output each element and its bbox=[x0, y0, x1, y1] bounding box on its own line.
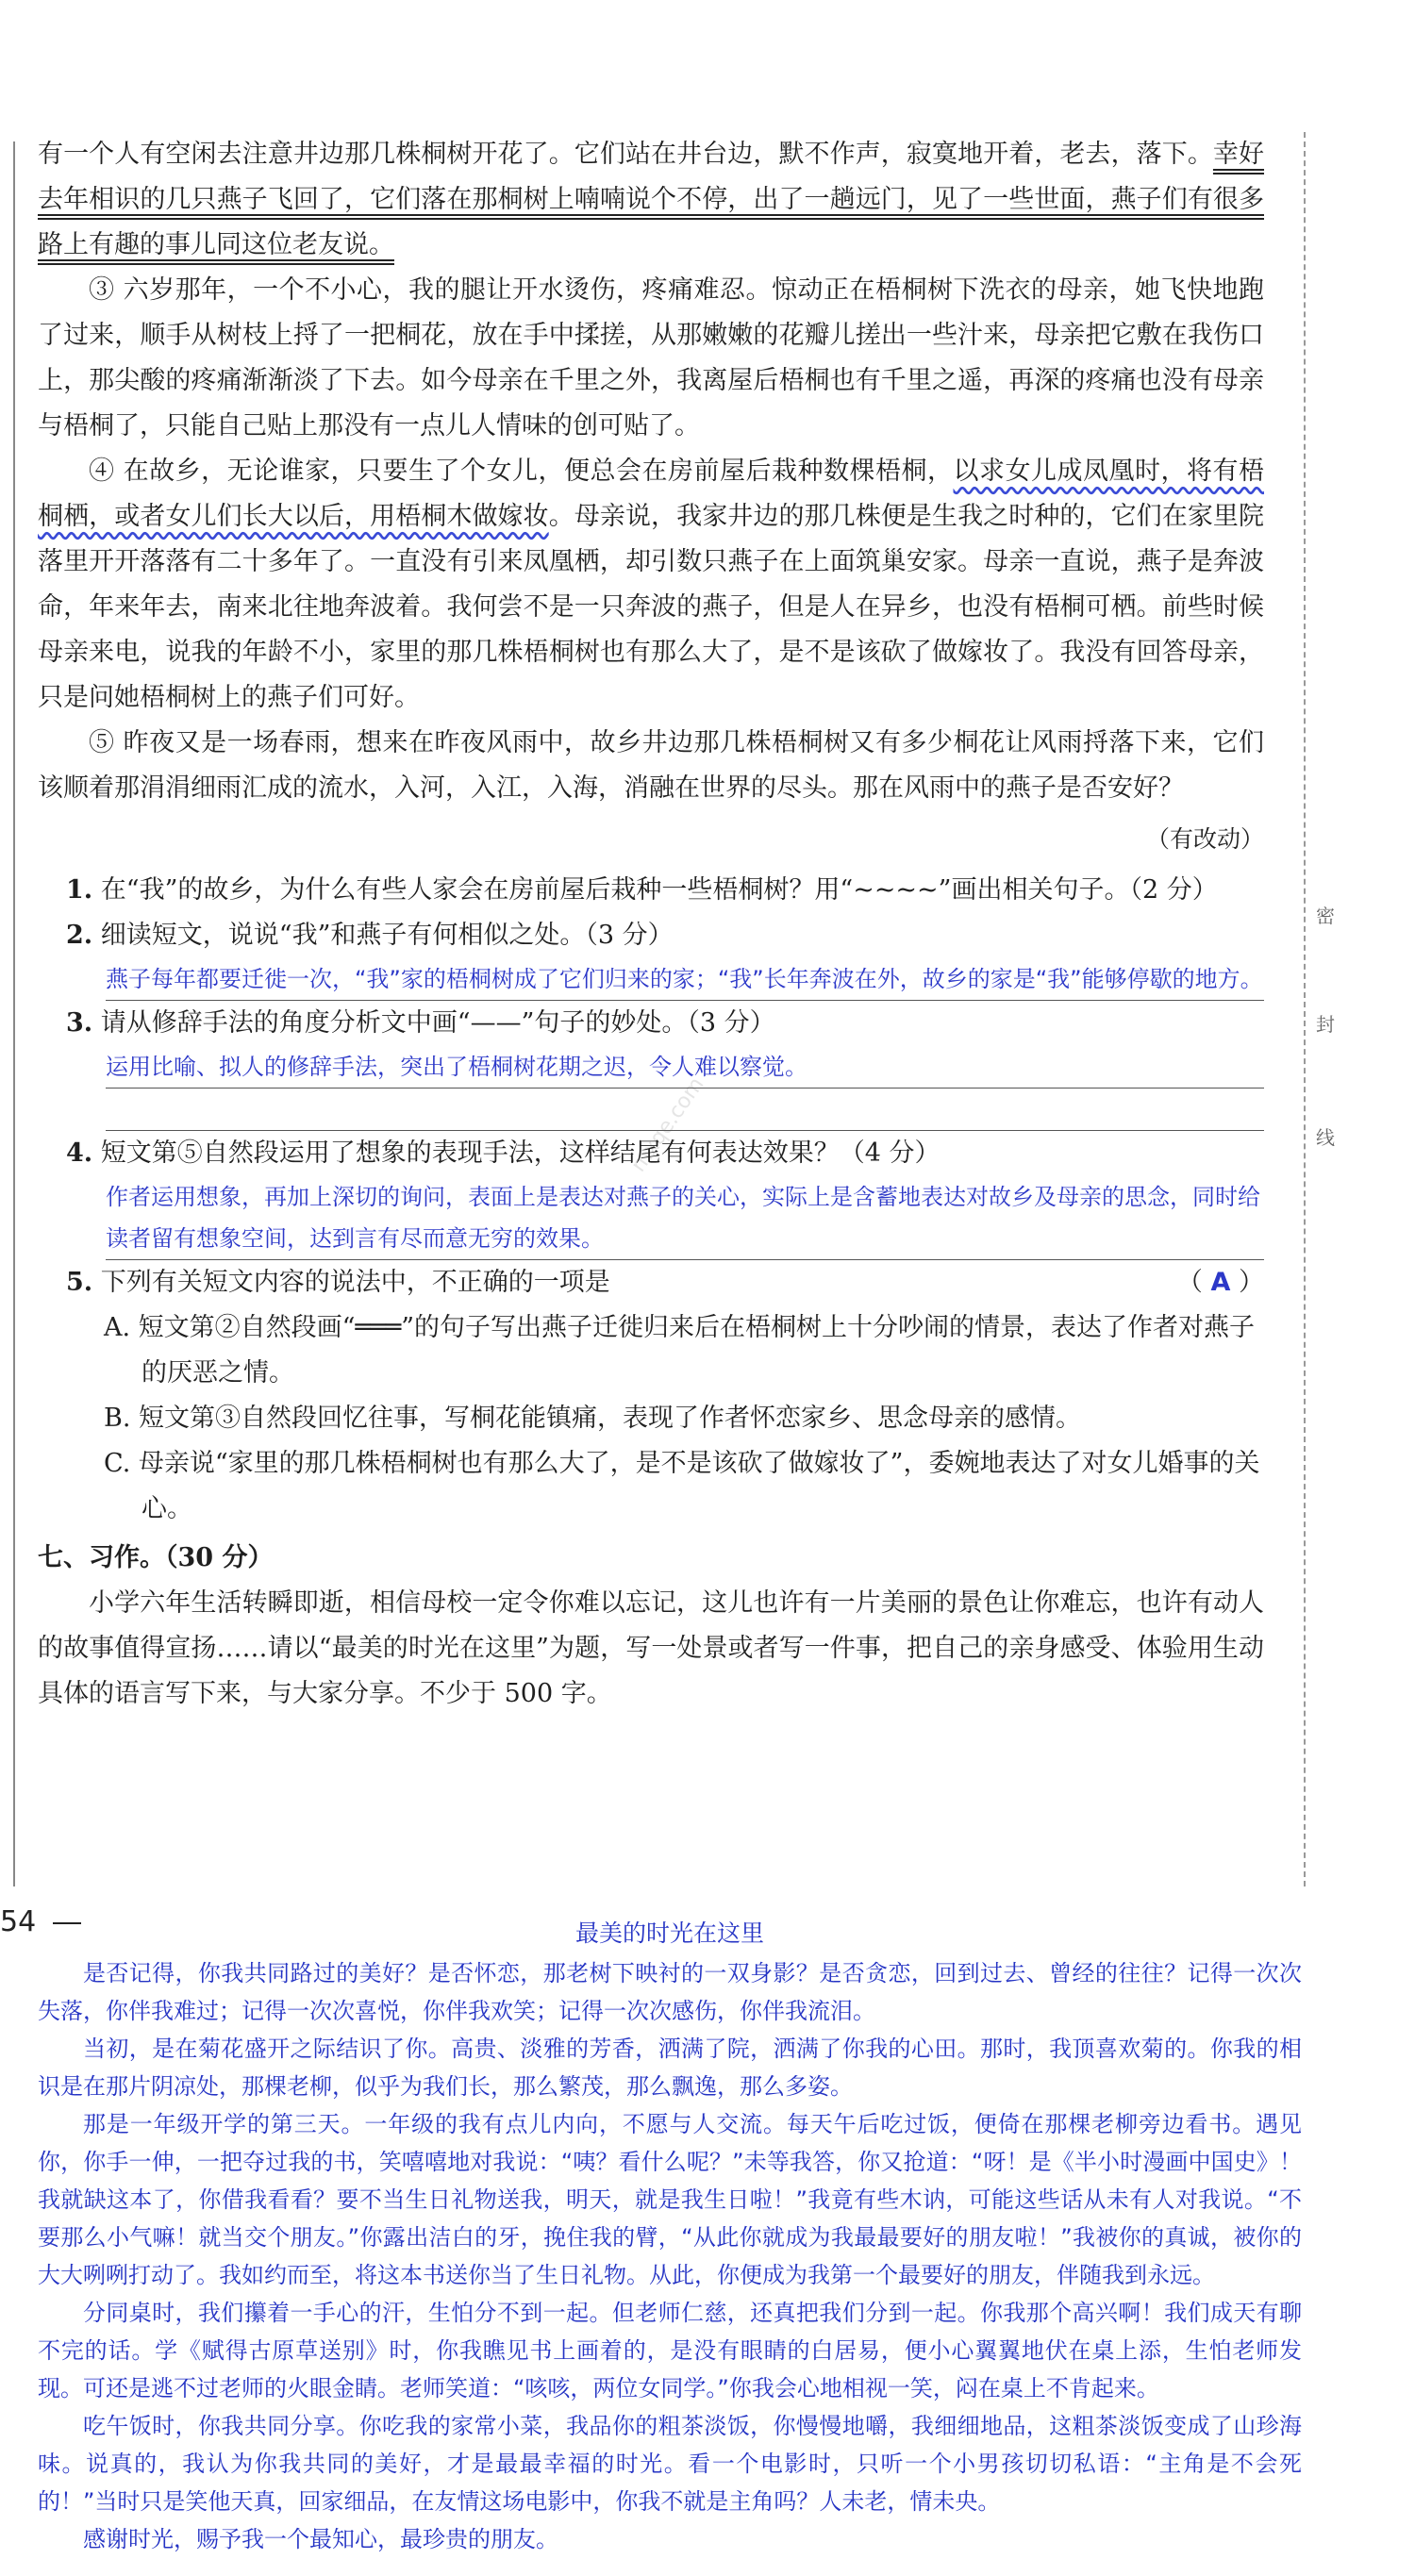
essay-paragraph: 吃午饭时，你我共同分享。你吃我的家常小菜，我品你的粗茶淡饭，你慢慢地嚼，我细细地品，这粗茶淡饭变成了山珍海味。说真的，我认为你我共同的美好，才是最最幸福的时光。看一个电影时，只听一个小男孩切切私语：“主角是不会死的！”当时只是笑他天真，回家细品，在友情这场电影中，你我不就是主角吗？人未老，情未央。 bbox=[38, 2413, 1302, 2515]
passage-paragraph-3: ③ 六岁那年，一个不小心，我的腿让开水烫伤，疼痛难忍。惊动正在梧桐树下洗衣的母亲，她飞快地跑了过来，顺手从树枝上捋了一把桐花，放在手中揉搓，从那嫩嫩的花瓣儿搓出一些汁来，母亲把它敷在我伤口上，那尖酸的疼痛渐渐淡了下去。如今母亲在千里之外，我离屋后梧桐也有千里之遥，再深的疼痛也没有母亲与梧桐了，只能自己贴上那没有一点儿人情味的创可贴了。 bbox=[38, 275, 1264, 440]
essay-paragraph: 那是一年级开学的第三天。一年级的我有点儿内向，不愿与人交流。每天午后吃过饭，便倚在那棵老柳旁边看书。遇见你，你手一伸，一把夺过我的书，笑嘻嘻地对我说：“咦？看什么呢？”未等我答，你又抢道：“呀！是《半小时漫画中国史》！我就缺这本了，你借我看看？要不当生日礼物送我，明天，就是我生日啦！”我竟有些木讷，可能这些话从未有人对我说。“不要那么小气嘛！就当交个朋友。”你露出洁白的牙，挽住我的臂，“从此你就成为我最最要好的朋友啦！”我被你的真诚，被你的大大咧咧打动了。我如约而至，将这本书送你当了生日礼物。从此，你便成为我第一个最要好的朋友，伴随我到永远。 bbox=[38, 2111, 1302, 2288]
option-c: C. 母亲说“家里的那几株梧桐树也有那么大了，是不是该砍了做嫁妆了”，委婉地表达了对女儿婚事的关心。 bbox=[104, 1449, 1260, 1523]
left-margin-bar bbox=[13, 141, 15, 1886]
answer-3: 运用比喻、拟人的修辞手法，突出了梧桐树花期之迟，令人难以察觉。 bbox=[106, 1046, 1264, 1089]
watermark: mxqe.com bbox=[626, 1072, 709, 1177]
binding-line bbox=[1304, 132, 1306, 1886]
binding-label-line: 线 bbox=[1316, 1126, 1335, 1149]
answer-4: 作者运用想象，再加上深切的询问，表面上是表达对燕子的关心，实际上是含蓄地表达对故乡及母亲的思念，同时给读者留有想象空间，达到言有尽而意无穷的效果。 bbox=[106, 1176, 1264, 1260]
option-b: B. 短文第③自然段回忆往事，写桐花能镇痛，表现了作者怀恋家乡、思念母亲的感情。 bbox=[104, 1404, 1082, 1433]
section-7-title: 七、习作。（30 分） bbox=[38, 1543, 274, 1572]
binding-label-seal: 密 bbox=[1316, 905, 1335, 927]
essay-paragraph: 是否记得，你我共同路过的美好？是否怀恋，那老树下映衬的一双身影？是否贪恋，回到过去、曾经的往往？记得一次次失落，你伴我难过；记得一次次喜悦，你伴我欢笑；记得一次次感伤，你伴我流泪。 bbox=[38, 1960, 1302, 2024]
question-1: 1. 在“我”的故乡，为什么有些人家会在房前屋后栽种一些梧桐树？用“~~~~”画出相关句子。（2 分） bbox=[66, 875, 1218, 905]
essay-paragraph: 感谢时光，赐予我一个最知心，最珍贵的朋友。 bbox=[83, 2526, 558, 2552]
answer-blank-line bbox=[106, 1089, 1264, 1131]
writing-prompt: 小学六年生活转瞬即逝，相信母校一定令你难以忘记，这儿也许有一片美丽的景色让你难忘，也许有动人的故事值得宣扬……请以“最美的时光在这里”为题，写一处景或者写一件事，把自己的亲身感受、体验用生动具体的语言写下来，与大家分享。不少于 500 字。 bbox=[38, 1588, 1264, 1708]
binding-label-feng: 封 bbox=[1316, 1013, 1335, 1036]
question-4: 4. 短文第⑤自然段运用了想象的表现手法，这样结尾有何表达效果？（4 分） bbox=[66, 1138, 941, 1168]
essay-title: 最美的时光在这里 bbox=[574, 1920, 764, 1947]
answer-box: （ A ） bbox=[1176, 1268, 1264, 1297]
reading-worksheet bbox=[38, 132, 1264, 1717]
double-underlined-sentence: 幸好去年相识的几只燕子飞回了，它们落在那桐树上喃喃说个不停，出了一趟远门，见了一些世面，燕子们有很多路上有趣的事儿同这位老友说。 bbox=[38, 140, 1265, 259]
essay-paragraph: 当初，是在菊花盛开之际结识了你。高贵、淡雅的芳香，洒满了院，洒满了你我的心田。那时，我顶喜欢菊的。你我的相识是在那片阴凉处，那棵老柳，似乎为我们长，那么繁茂，那么飘逸，那么多姿。 bbox=[38, 2036, 1302, 2100]
answer-2: 燕子每年都要迁徙一次，“我”家的梧桐树成了它们归来的家；“我”长年奔波在外，故乡的家是“我”能够停歇的地方。 bbox=[106, 958, 1264, 1001]
option-a: A. 短文第②自然段画“═══”的句子写出燕子迁徙归来后在梧桐树上十分吵闹的情景，表达了作者对燕子的厌恶之情。 bbox=[104, 1313, 1256, 1388]
passage-paragraph-5: ⑤ 昨夜又是一场春雨，想来在昨夜风雨中，故乡井边那几株梧桐树又有多少桐花让风雨捋落下来，它们该顺着那涓涓细雨汇成的流水，入河，入江，入海，消融在世界的尽头。那在风雨中的燕子是否安好？ bbox=[38, 728, 1264, 803]
passage-paragraph-2: 有一个人有空闲去注意井边那几株桐树开花了。它们站在井台边，默不作声，寂寞地开着，老去，落下。幸好去年相识的几只燕子飞回了，它们落在那桐树上喃喃说个不停，出了一趟远门，见了一些世面，燕子们有很多路上有趣的事儿同这位老友说。 bbox=[38, 140, 1265, 259]
question-2: 2. 细读短文，说说“我”和燕子有何相似之处。（3 分） bbox=[66, 921, 674, 950]
page-number: 54 bbox=[0, 1905, 37, 1938]
wavy-underlined-sentence: 以求女儿成凤凰时，将有梧桐栖，或者女儿们长大以后，用梧桐木做嫁妆 bbox=[38, 457, 1264, 531]
source-note: （有改动） bbox=[1145, 825, 1264, 853]
passage-paragraph-4: ④ 在故乡，无论谁家，只要生了个女儿，便总会在房前屋后栽种数棵梧桐，以求女儿成凤凰时，将有梧桐栖，或者女儿们长大以后，用梧桐木做嫁妆。母亲说，我家井边的那几株便是生我之时种的，它们在家里院落里开开落落有二十多年了。一直没有引来凤凰栖，却引数只燕子在上面筑巢安家。母亲一直说，燕子是奔波命，年来年去，南来北往地奔波着。我何尝不是一只奔波的燕子，但是人在异乡，也没有梧桐可栖。前些时候母亲来电，说我的年龄不小，家里的那几株梧桐树也有那么大了，是不是该砍了做嫁妆了。我没有回答母亲，只是问她梧桐树上的燕子们可好。 bbox=[38, 457, 1264, 712]
question-3: 3. 请从修辞手法的角度分析文中画“——”句子的妙处。（3 分） bbox=[66, 1008, 775, 1038]
essay-paragraph: 分同桌时，我们攥着一手心的汗，生怕分不到一起。但老师仁慈，还真把我们分到一起。你我那个高兴啊！我们成天有聊不完的话。学《赋得古原草送别》时，你我瞧见书上画着的，是没有眼睛的白居易，便小心翼翼地伏在桌上添，生怕老师发现。可还是逃不过老师的火眼金睛。老师笑道：“咳咳，两位女同学。”你我会心地相视一笑，闷在桌上不肯起来。 bbox=[38, 2300, 1302, 2401]
selected-answer: A bbox=[1210, 1268, 1231, 1297]
handwritten-essay bbox=[38, 1915, 1302, 2558]
question-5: 5. 下列有关短文内容的说法中，不正确的一项是 （ A ） bbox=[38, 1260, 1264, 1305]
